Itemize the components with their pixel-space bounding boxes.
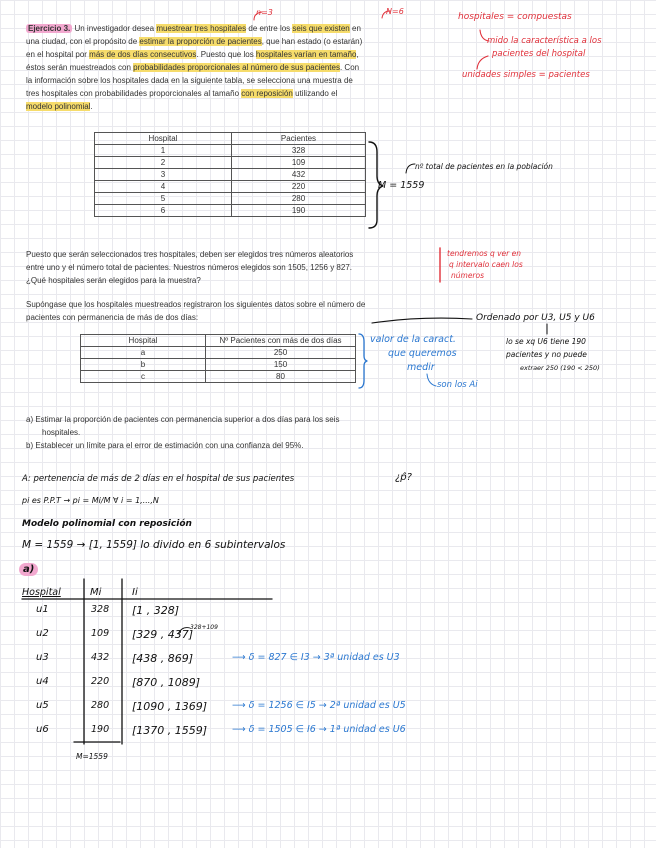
table-cell: 6 xyxy=(95,205,232,217)
text-segment: tres hospitales con probabilidades proporcionales al tamaño xyxy=(26,89,242,98)
exercise-paragraph xyxy=(26,22,426,113)
interval-note: ⟶ δ = 1256 ∈ I5 → 2ª unidad es U5 xyxy=(232,700,406,711)
table-header: Pacientes xyxy=(232,133,366,145)
hospital-unit: u1 xyxy=(36,604,49,615)
hospital-unit: u4 xyxy=(36,676,49,687)
table-row xyxy=(95,157,366,169)
annotation-tendremos-3: números xyxy=(451,271,485,280)
table-cell: 80 xyxy=(206,371,356,383)
annotation-total: nº total de pacientes en la población xyxy=(415,162,553,171)
annotation-valor-2: que queremos xyxy=(388,348,457,359)
hook-stroke xyxy=(477,56,488,69)
hospital-unit: u2 xyxy=(36,628,49,639)
data-paragraph xyxy=(26,298,365,324)
table-header-row xyxy=(81,335,356,347)
text-segment: , xyxy=(356,50,359,59)
hospital-unit: u3 xyxy=(36,652,49,663)
table-row xyxy=(95,181,366,193)
hook-stroke xyxy=(427,374,436,386)
hospital-patients-table xyxy=(94,132,366,217)
mi-value: 280 xyxy=(91,700,110,711)
text-segment: una ciudad, con el propósito de xyxy=(26,37,140,46)
text-line: entre uno y el número total de pacientes. Nuestros números elegidos son 1505, 1256 y 827. xyxy=(26,263,352,272)
table-cell: 250 xyxy=(206,347,356,359)
table-header: Hospital xyxy=(81,335,206,347)
text-segment: la información sobre los hospitales dada en la siguiente tabla, se selecciona una muestra de xyxy=(26,76,353,85)
text-line xyxy=(26,35,426,48)
annotation-mido-1: mido la característica a los xyxy=(487,36,602,46)
text-line: ¿Qué hospitales serán elegidos para la muestra? xyxy=(26,276,201,285)
annotation-mido-2: pacientes del hospital xyxy=(492,49,586,59)
exercise-lines xyxy=(26,22,426,113)
part-a-header-mi: Mi xyxy=(90,587,102,598)
exercise-label: Ejercicio 3. xyxy=(28,24,71,33)
highlighted-text: seis que existen xyxy=(292,24,350,33)
mi-value: 109 xyxy=(91,628,110,639)
table-cell: 2 xyxy=(95,157,232,169)
note-M: M = 1559 → [1, 1559] lo divido en 6 subintervalos xyxy=(22,539,286,551)
annotation-no-se-2: pacientes y no puede xyxy=(506,350,587,359)
question-a: a) Estimar la proporción de pacientes con permanencia superior a dos días para los seis xyxy=(26,415,340,424)
annotation-n: n=3 xyxy=(256,8,273,17)
annotation-tendremos-2: q intervalo caen los xyxy=(449,260,523,269)
text-line xyxy=(26,22,426,35)
questions xyxy=(26,413,340,452)
text-line xyxy=(26,61,426,74)
annotation-valor-3: medir xyxy=(407,362,435,373)
sum-note: 328+109 xyxy=(190,624,218,631)
part-a-header-hospital: Hospital xyxy=(22,587,61,598)
table-header-row xyxy=(95,133,366,145)
part-a-total: M=1559 xyxy=(76,752,108,761)
long-stay-table xyxy=(80,334,356,383)
text-segment: . Puesto que los xyxy=(196,50,256,59)
mi-value: 190 xyxy=(91,724,110,735)
note-ppt: pi es P.P.T → pi = Mi/M ∀ i = 1,...,N xyxy=(22,496,159,505)
annotation-M-brace: M = 1559 xyxy=(378,180,425,191)
text-segment: de entre los xyxy=(246,24,293,33)
text-segment: en xyxy=(349,24,361,33)
table-cell: a xyxy=(81,347,206,359)
text-line: pacientes con permanencia de más de dos días: xyxy=(26,313,199,322)
annotation-no-se-3: extraer 250 (190 < 250) xyxy=(520,364,600,372)
highlighted-text: estimar la proporción de pacientes xyxy=(139,37,262,46)
annotation-unidades: unidades simples = pacientes xyxy=(462,70,590,80)
arrow-stroke xyxy=(372,318,472,323)
table-row xyxy=(81,371,356,383)
text-segment: . xyxy=(90,102,93,111)
annotation-tendremos-1: tendremos q ver en xyxy=(447,249,521,258)
highlighted-text: probabilidades proporcionales al número de sus pacientes xyxy=(133,63,340,72)
text-segment: en el hospital por xyxy=(26,50,90,59)
interval: [438 , 869] xyxy=(132,652,194,665)
table-cell: 1 xyxy=(95,145,232,157)
hospital-unit: u5 xyxy=(36,700,49,711)
table-cell: 150 xyxy=(206,359,356,371)
annotation-valor-4: son los Ai xyxy=(437,380,478,390)
question-b: b) Establecer un límite para el error de estimación con una confianza del 95%. xyxy=(26,441,304,450)
table-cell: 3 xyxy=(95,169,232,181)
note-A: A: pertenencia de más de 2 días en el hospital de sus pacientes xyxy=(22,474,295,484)
table-row xyxy=(81,359,356,371)
text-segment: , que han estado (o estarán) xyxy=(261,37,363,46)
interval: [1 , 328] xyxy=(132,604,180,617)
mi-value: 220 xyxy=(91,676,110,687)
table-cell: 190 xyxy=(232,205,366,217)
annotation-no-se-1: lo se xq U6 tiene 190 xyxy=(506,337,586,346)
annotation-ordenado: Ordenado por U3, U5 y U6 xyxy=(476,313,595,323)
note-modelo: Modelo polinomial con reposición xyxy=(22,519,192,529)
hook-stroke xyxy=(406,164,415,173)
table-row xyxy=(95,205,366,217)
highlighted-text: modelo polinomial xyxy=(26,102,91,111)
table-cell: c xyxy=(81,371,206,383)
brace-stroke xyxy=(359,334,367,388)
interval: [870 , 1089] xyxy=(132,676,201,689)
text-line: Puesto que serán seleccionados tres hospitales, deben ser elegidos tres números aleatorios xyxy=(26,250,354,259)
interval: [1090 , 1369] xyxy=(132,700,208,713)
selection-paragraph xyxy=(26,248,353,287)
mi-value: 328 xyxy=(91,604,110,615)
table-cell: 5 xyxy=(95,193,232,205)
table-row xyxy=(95,145,366,157)
table-header: Hospital xyxy=(95,133,232,145)
table-cell: 328 xyxy=(232,145,366,157)
interval: [329 , 437] xyxy=(132,628,194,641)
question-a-cont: hospitales. xyxy=(42,428,81,437)
text-line xyxy=(26,48,426,61)
interval-note: ⟶ δ = 1505 ∈ I6 → 1ª unidad es U6 xyxy=(232,724,406,735)
table-cell: b xyxy=(81,359,206,371)
hospital-unit: u6 xyxy=(36,724,49,735)
highlighted-text: con reposición xyxy=(241,89,293,98)
annotation-N: N=6 xyxy=(386,7,404,16)
highlighted-text: hospitales varían en tamaño xyxy=(255,50,357,59)
text-segment: utilizando el xyxy=(292,89,338,98)
table-header: Nº Pacientes con más de dos días xyxy=(206,335,356,347)
table-cell: 220 xyxy=(232,181,366,193)
table-cell: 4 xyxy=(95,181,232,193)
table-row xyxy=(81,347,356,359)
annotation-valor-1: valor de la caract. xyxy=(370,334,456,345)
interval: [1370 , 1559] xyxy=(132,724,208,737)
highlighted-text: más de dos días consecutivos xyxy=(89,50,197,59)
text-segment: Un investigador desea xyxy=(72,24,157,33)
text-line xyxy=(26,100,426,113)
text-segment: éstos serán muestreados con xyxy=(26,63,134,72)
table-row xyxy=(95,193,366,205)
mi-value: 432 xyxy=(91,652,110,663)
table-row xyxy=(95,169,366,181)
text-line: Supóngase que los hospitales muestreados registraron los siguientes datos sobre el número de xyxy=(26,300,366,309)
text-segment: . Con xyxy=(339,63,360,72)
text-line xyxy=(26,87,426,100)
part-a-header-ii: Ii xyxy=(132,587,138,598)
table-cell: 109 xyxy=(232,157,366,169)
table-cell: 280 xyxy=(232,193,366,205)
interval-note: ⟶ δ = 827 ∈ I3 → 3ª unidad es U3 xyxy=(232,652,400,663)
table-cell: 432 xyxy=(232,169,366,181)
highlighted-text: muestrear tres hospitales xyxy=(156,24,247,33)
text-line xyxy=(26,74,426,87)
note-p-hat: ¿p̂? xyxy=(395,472,412,483)
annotation-compuestas: hospitales = compuestas xyxy=(458,12,572,22)
part-a-label: a) xyxy=(19,563,38,576)
